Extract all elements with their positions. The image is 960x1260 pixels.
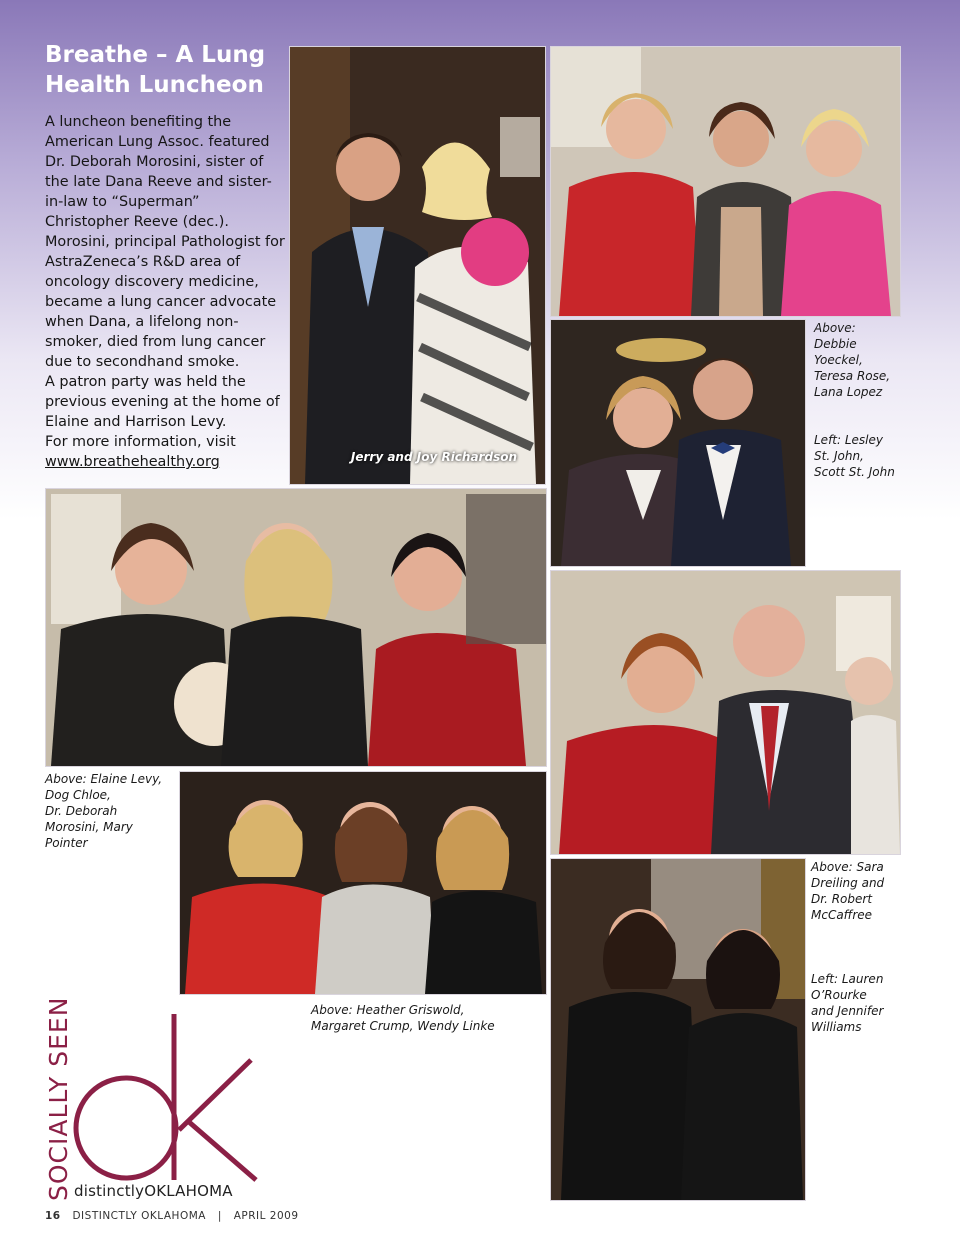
caption-st-john: Left: Lesley St. John, Scott St. John [814, 433, 895, 479]
website-link[interactable]: www.breathehealthy.org [45, 454, 220, 470]
section-label-socially-seen: SOCIALLY SEEN [44, 996, 73, 1201]
photo-richardson-illustration [290, 47, 545, 484]
photo-dreiling-illustration [551, 571, 900, 854]
photo-griswold-crump-linke [179, 771, 547, 995]
photo-st-john [550, 319, 806, 567]
more-info-text: For more information, visit [45, 434, 236, 450]
caption-orourke-williams: Left: Lauren O’Rourke and Jennifer Williams [811, 972, 884, 1034]
article-paragraph-2: A patron party was held the previous evening at the home of Elaine and Harrison Levy. [45, 374, 280, 430]
caption-levy-morosini-pointer: Above: Elaine Levy, Dog Chloe, Dr. Deborah Morosini, Mary Pointer [45, 772, 163, 850]
photo-yoeckel-rose-lopez [550, 46, 901, 317]
article-body [45, 112, 285, 472]
article-paragraph-3 [45, 432, 285, 472]
footer-publication: DISTINCTLY OKLAHOMA [72, 1210, 206, 1222]
footer-issue: APRIL 2009 [233, 1210, 299, 1222]
caption-griswold-crump-linke: Above: Heather Griswold, Margaret Crump, Wendy Linke [311, 1003, 495, 1033]
photo-richardson-couple [289, 46, 546, 485]
page-number: 16 [45, 1210, 61, 1222]
photo-yoeckel-illustration [551, 47, 900, 316]
photo-orourke-williams [550, 858, 806, 1201]
photo-levy-illustration [46, 489, 546, 766]
ok-logo [66, 1010, 261, 1185]
photo-dreiling-mccaffree [550, 570, 901, 855]
footer-separator: | [217, 1210, 222, 1222]
photo-levy-morosini-pointer [45, 488, 547, 767]
photo-caption-richardson: Jerry and Joy Richardson [350, 450, 517, 464]
page-footer [45, 1210, 299, 1222]
article-title: Breathe – A Lung Health Luncheon [45, 42, 266, 98]
logo-tagline: distinctlyOKLAHOMA [74, 1182, 233, 1200]
caption-dreiling-mccaffree: Above: Sara Dreiling and Dr. Robert McCaffree [811, 860, 885, 922]
photo-st-john-illustration [551, 320, 805, 566]
photo-orourke-illustration [551, 859, 805, 1200]
caption-yoeckel-rose-lopez: Above: Debbie Yoeckel, Teresa Rose, Lana Lopez [814, 321, 891, 399]
article-paragraph-1: A luncheon benefiting the American Lung Assoc. featured Dr. Deborah Morosini, sister of the late Dana Reeve and sister-in-law to “Superman” Christopher Reeve (dec.). Morosini, principal Pathologist for AstraZeneca’s R&D area of oncology discovery medicine, became a lung cancer advocate when Dana, a lifelong non-smoker, died from lung cancer due to secondhand smoke. [45, 114, 285, 370]
photo-griswold-illustration [180, 772, 546, 994]
